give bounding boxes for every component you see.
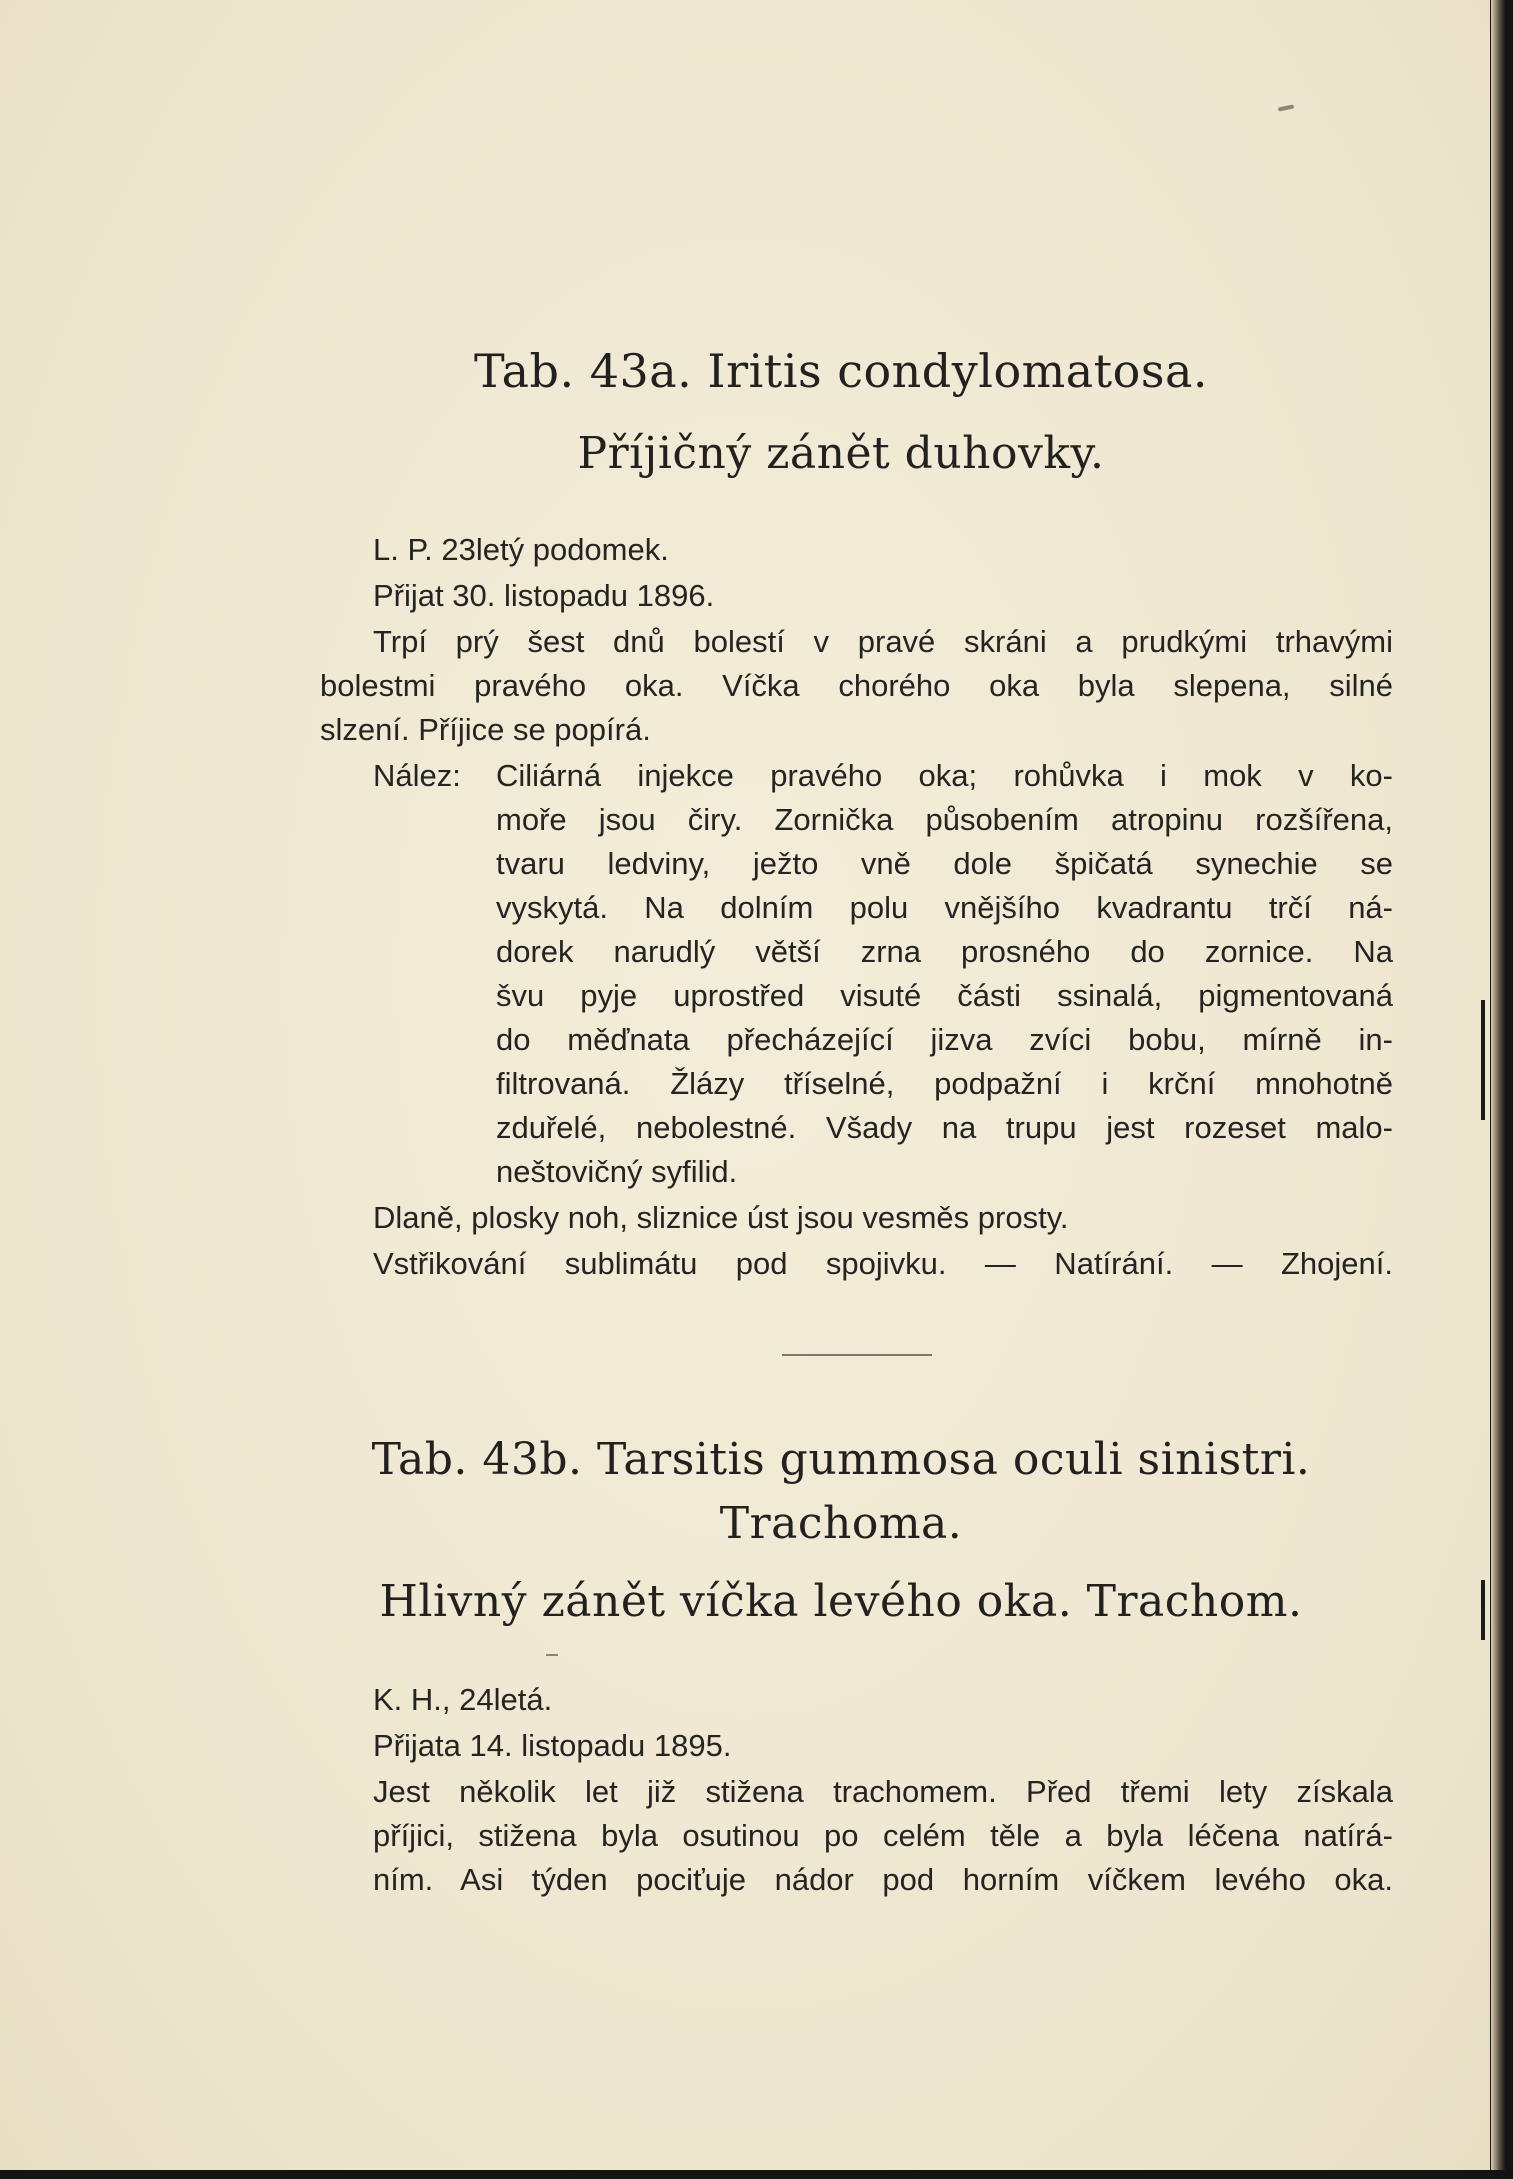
book-spine-edge — [1491, 0, 1505, 2170]
tab-43a-finding-line-3: tvaru ledviny, ježto vně dole špičatá synechie se — [496, 846, 1393, 881]
tab-43b-title: Tab. 43b. Tarsitis gummosa oculi sinistri. — [371, 1434, 1311, 1485]
page-speck — [1278, 104, 1294, 111]
tab-43a-admitted: Přijat 30. listopadu 1896. — [373, 578, 715, 613]
tab-43a-finding-line-5: dorek narudlý větší zrna prosného do zornice. Na — [496, 934, 1393, 969]
tab-43a-title: Tab. 43a. Iritis condylomatosa. — [473, 344, 1209, 398]
tab-43a-finding-line-7: do měďnata přecházející jizva zvíci bobu, mírně in- — [496, 1022, 1393, 1057]
tab-43a-subtitle: Příjičný zánět duhovky. — [577, 428, 1105, 479]
tab-43a-treatment-line: Vstřikování sublimátu pod spojivku. — Natírání. — Zhojení. — [373, 1246, 1393, 1281]
tab-43a-history-line-3: slzení. Příjice se popírá. — [320, 712, 651, 747]
tab-43a-history-line-2: bolestmi pravého oka. Víčka chorého oka byla slepena, silné — [320, 668, 1393, 703]
spine-mark — [1481, 1580, 1485, 1640]
section-divider — [782, 1354, 932, 1356]
tab-43b-patient: K. H., 24letá. — [373, 1682, 553, 1717]
tab-43a-finding-line-10: neštovičný syfilid. — [496, 1154, 738, 1189]
spine-mark — [1481, 1000, 1485, 1120]
tab-43a-patient: L. P. 23letý podomek. — [373, 532, 669, 567]
tab-43a-finding-line-2: moře jsou čiry. Zornička působením atropinu rozšířena, — [496, 802, 1393, 837]
tab-43b-admitted: Přijata 14. listopadu 1895. — [373, 1728, 732, 1763]
tab-43b-history-line-1: Jest několik let již stižena trachomem. Před třemi lety získala — [373, 1774, 1393, 1809]
tab-43b-title-line-2: Trachoma. — [719, 1498, 963, 1549]
tab-43a-finding-line-1: Ciliárná injekce pravého oka; rohůvka i mok v ko- — [496, 758, 1393, 793]
tab-43b-history-line-3: ním. Asi týden pociťuje nádor pod horním víčkem levého oka. — [373, 1862, 1393, 1897]
tab-43a-finding-line-8: filtrovaná. Žlázy tříselné, podpažní i krční mnohotně — [496, 1066, 1393, 1101]
tab-43a-palms-line: Dlaně, plosky noh, sliznice úst jsou vesměs prosty. — [373, 1200, 1069, 1235]
tab-43a-finding-label: Nález: — [373, 758, 461, 793]
tab-43a-finding-line-4: vyskytá. Na dolním polu vnějšího kvadrantu trčí ná- — [496, 890, 1393, 925]
tab-43b-subtitle: Hlivný zánět víčka levého oka. Trachom. — [379, 1576, 1303, 1627]
tab-43a-finding-line-9: zduřelé, nebolestné. Všady na trupu jest rozeset malo- — [496, 1110, 1393, 1145]
small-mark — [546, 1654, 558, 1656]
tab-43a-history-line-1: Trpí prý šest dnů bolestí v pravé skráni a prudkými trhavými — [373, 624, 1393, 659]
tab-43b-history-line-2: příjici, stižena byla osutinou po celém těle a byla léčena natírá- — [373, 1818, 1393, 1853]
tab-43a-finding-line-6: švu pyje uprostřed visuté části ssinalá, pigmentovaná — [496, 978, 1393, 1013]
